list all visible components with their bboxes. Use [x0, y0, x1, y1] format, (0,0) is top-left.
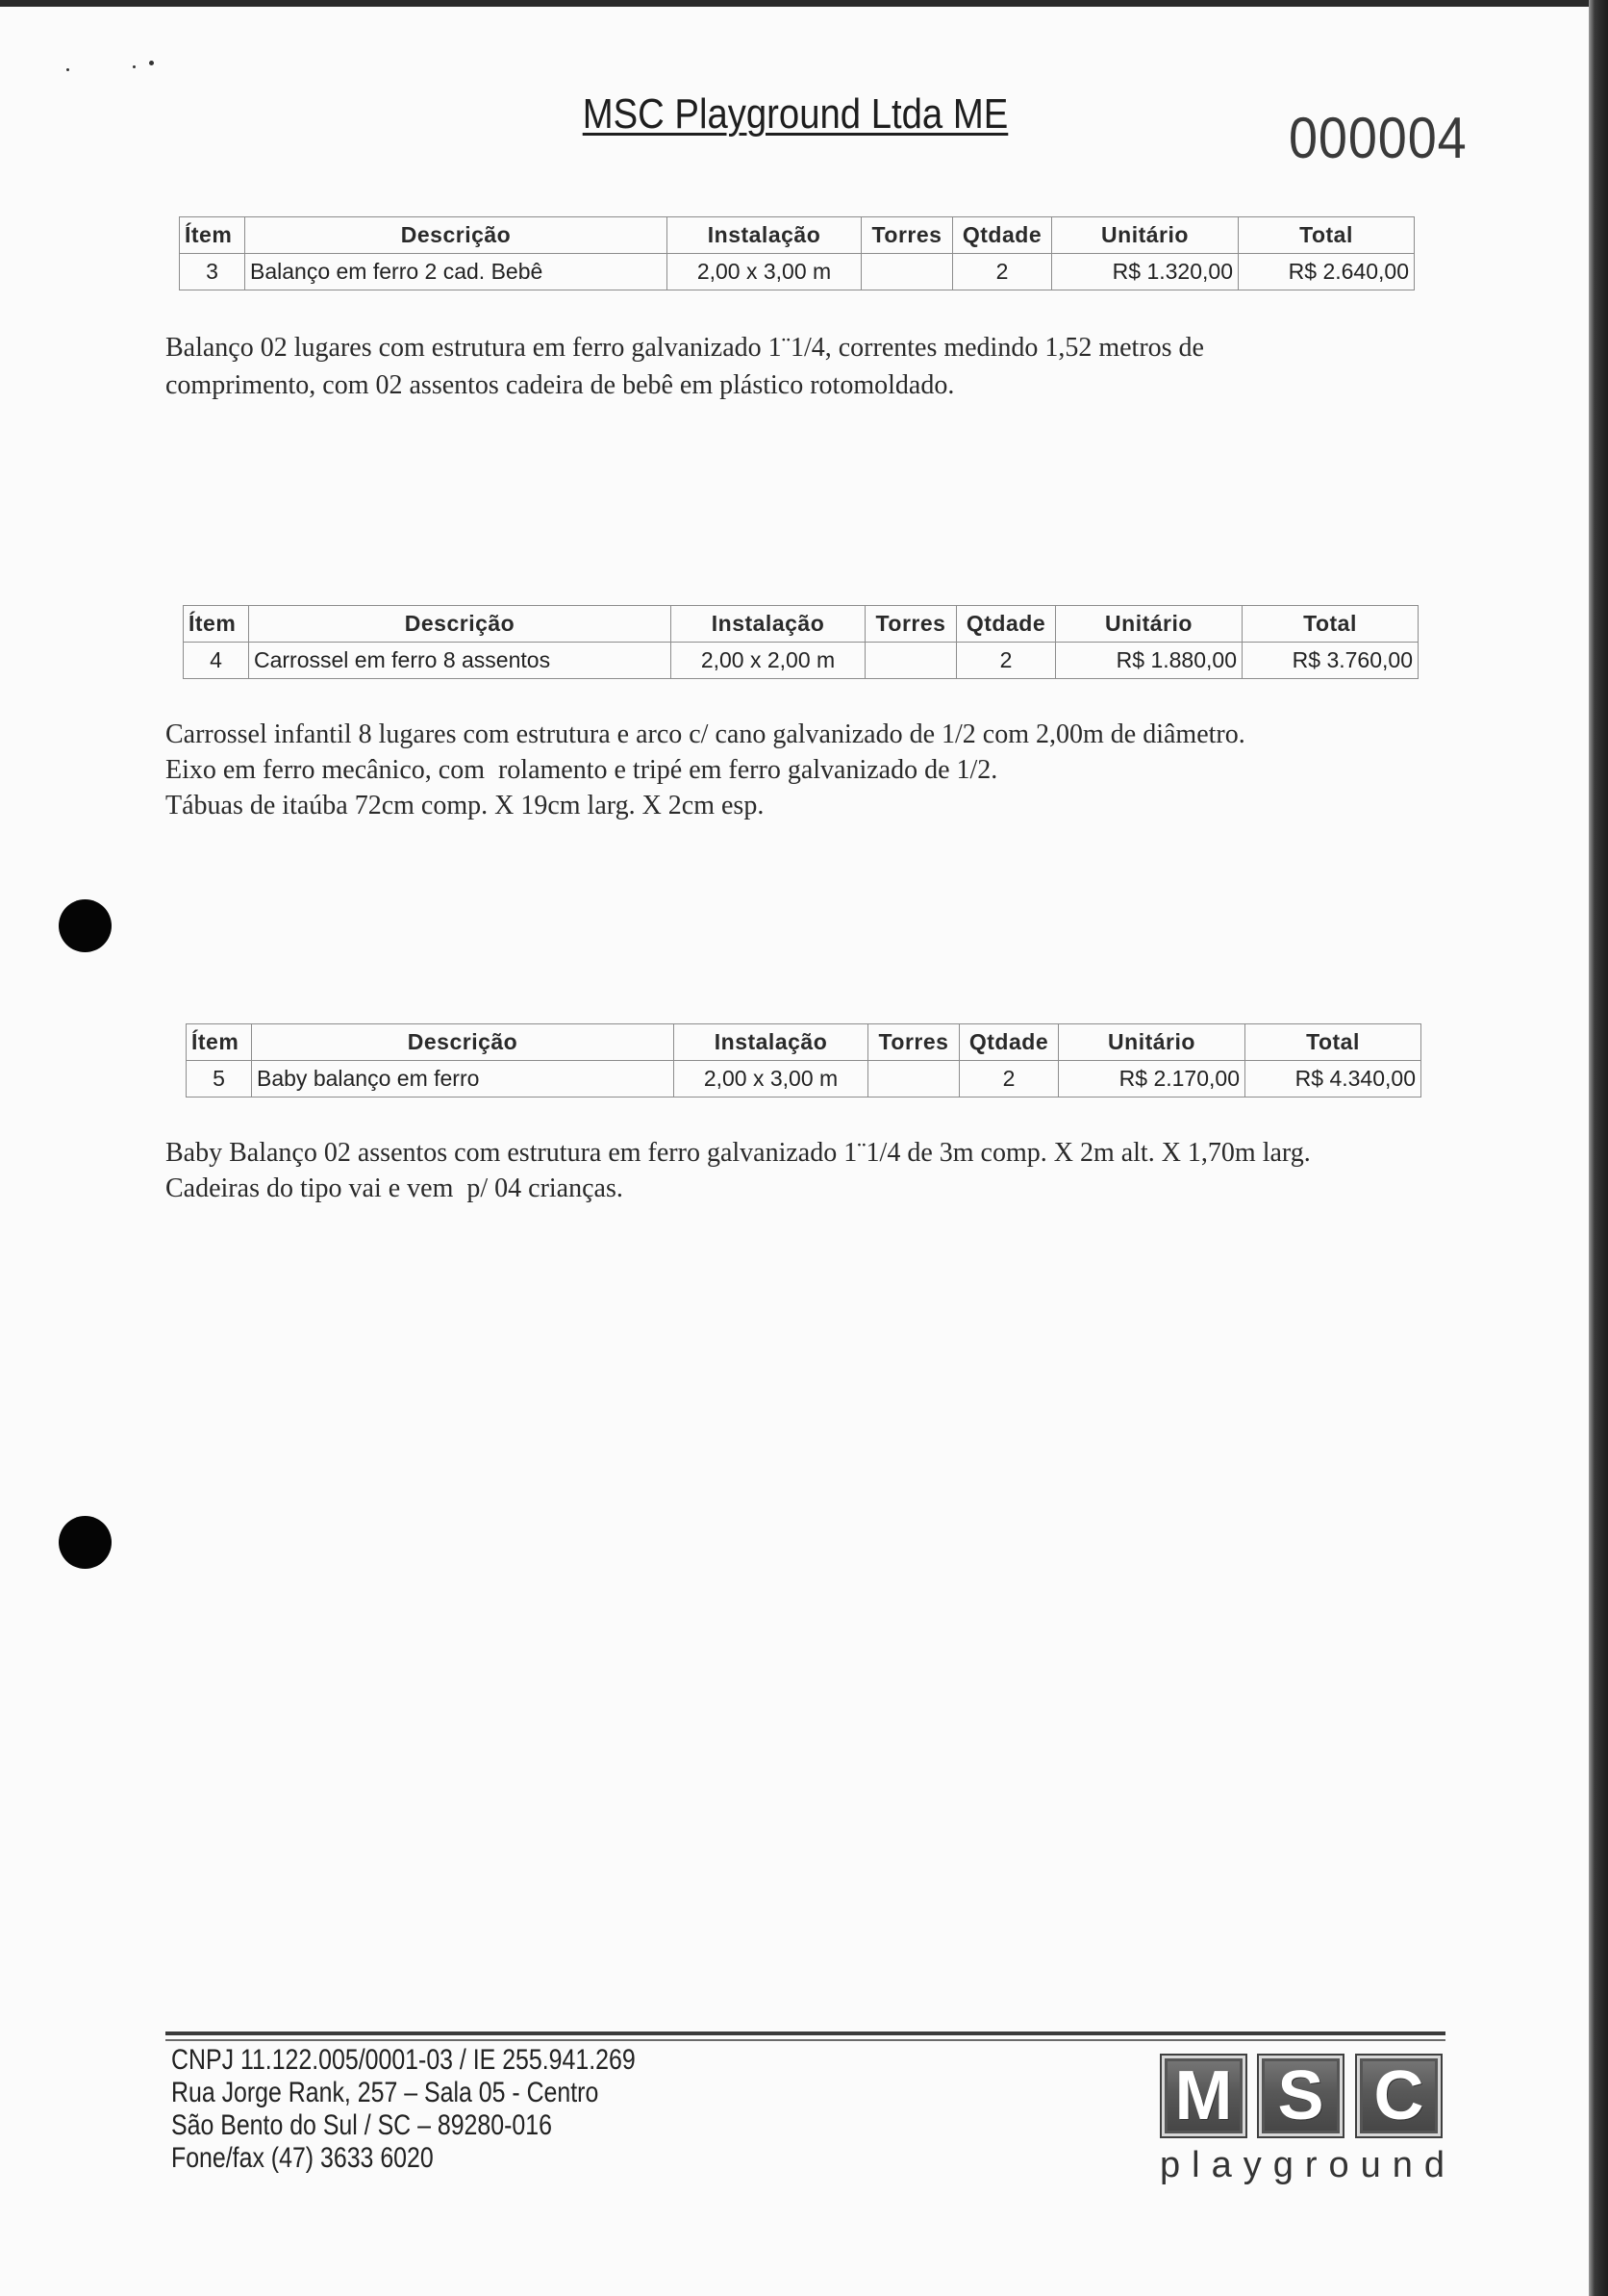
logo-tile-s: S — [1257, 2054, 1344, 2138]
header-torres: Torres — [866, 606, 957, 643]
scan-edge-top — [0, 0, 1608, 7]
cell-item: 5 — [187, 1061, 252, 1098]
item-table — [183, 605, 1419, 679]
cell-instalacao: 2,00 x 3,00 m — [667, 254, 862, 290]
scan-speck — [66, 68, 69, 71]
header-instalacao: Instalação — [674, 1024, 868, 1061]
logo-tile-c: C — [1355, 2054, 1443, 2138]
company-title: MSC Playground Ltda ME — [582, 90, 1009, 138]
cell-descricao: Baby balanço em ferro — [252, 1061, 674, 1098]
description-line: Eixo em ferro mecânico, com rolamento e tripé em ferro galvanizado de 1/2. — [165, 755, 998, 785]
logo-tagline: playground — [1160, 2145, 1457, 2185]
footer-cnpj: CNPJ 11.122.005/0001-03 / IE 255.941.269 — [171, 2044, 636, 2076]
cell-qtdade: 2 — [953, 254, 1052, 290]
cell-descricao: Balanço em ferro 2 cad. Bebê — [245, 254, 667, 290]
header-qtdade: Qtdade — [957, 606, 1056, 643]
header-instalacao: Instalação — [667, 217, 862, 254]
description-line: Carrossel infantil 8 lugares com estrutura e arco c/ cano galvanizado de 1/2 com 2,00m de diâmetro. — [165, 719, 1245, 749]
cell-total: R$ 2.640,00 — [1239, 254, 1415, 290]
header-total: Total — [1245, 1024, 1421, 1061]
cell-torres — [866, 643, 957, 679]
header-total: Total — [1243, 606, 1419, 643]
document-number-stamp: 000004 — [1289, 106, 1468, 170]
cell-descricao: Carrossel em ferro 8 assentos — [249, 643, 671, 679]
header-item: Ítem — [187, 1024, 252, 1061]
description-line: comprimento, com 02 assentos cadeira de bebê em plástico rotomoldado. — [165, 370, 955, 400]
punch-hole — [59, 899, 112, 952]
item-description — [165, 1135, 1311, 1206]
header-descricao: Descrição — [249, 606, 671, 643]
footer-address: Rua Jorge Rank, 257 – Sala 05 - Centro — [171, 2077, 599, 2108]
cell-unitario: R$ 1.320,00 — [1052, 254, 1239, 290]
cell-unitario: R$ 1.880,00 — [1056, 643, 1243, 679]
table-row — [184, 643, 1419, 679]
cell-qtdade: 2 — [960, 1061, 1059, 1098]
cell-torres — [868, 1061, 960, 1098]
cell-torres — [862, 254, 953, 290]
punch-hole — [59, 1516, 112, 1569]
item-description — [165, 717, 1245, 823]
footer-divider — [165, 2031, 1445, 2035]
description-line: Tábuas de itaúba 72cm comp. X 19cm larg. X 2cm esp. — [165, 791, 765, 820]
cell-qtdade: 2 — [957, 643, 1056, 679]
header-unitario: Unitário — [1059, 1024, 1245, 1061]
header-total: Total — [1239, 217, 1415, 254]
description-line: Cadeiras do tipo vai e vem p/ 04 crianças. — [165, 1173, 623, 1203]
cell-item: 4 — [184, 643, 249, 679]
table-row — [187, 1061, 1421, 1098]
cell-item: 3 — [180, 254, 245, 290]
scan-speck — [133, 65, 136, 68]
header-item: Ítem — [180, 217, 245, 254]
header-unitario: Unitário — [1052, 217, 1239, 254]
company-contact-block — [171, 2044, 636, 2175]
header-descricao: Descrição — [245, 217, 667, 254]
cell-total: R$ 4.340,00 — [1245, 1061, 1421, 1098]
header-qtdade: Qtdade — [953, 217, 1052, 254]
item-table — [186, 1023, 1421, 1098]
item-table — [179, 216, 1415, 290]
header-qtdade: Qtdade — [960, 1024, 1059, 1061]
footer-divider-thin — [165, 2039, 1445, 2041]
header-item: Ítem — [184, 606, 249, 643]
header-descricao: Descrição — [252, 1024, 674, 1061]
description-line: Balanço 02 lugares com estrutura em ferro galvanizado 1¨1/4, correntes medindo 1,52 metros de — [165, 333, 1204, 363]
table-header-row — [187, 1024, 1421, 1061]
cell-unitario: R$ 2.170,00 — [1059, 1061, 1245, 1098]
cell-instalacao: 2,00 x 2,00 m — [671, 643, 866, 679]
item-description — [165, 329, 1204, 404]
cell-instalacao: 2,00 x 3,00 m — [674, 1061, 868, 1098]
description-line: Baby Balanço 02 assentos com estrutura em ferro galvanizado 1¨1/4 de 3m comp. X 2m alt. X 1,70m larg. — [165, 1138, 1311, 1168]
logo-tile-m: M — [1160, 2054, 1247, 2138]
scan-speck — [149, 61, 154, 65]
header-unitario: Unitário — [1056, 606, 1243, 643]
table-header-row — [180, 217, 1415, 254]
footer-phone: Fone/fax (47) 3633 6020 — [171, 2142, 434, 2174]
footer-city: São Bento do Sul / SC – 89280-016 — [171, 2109, 552, 2141]
header-instalacao: Instalação — [671, 606, 866, 643]
header-torres: Torres — [862, 217, 953, 254]
header-torres: Torres — [868, 1024, 960, 1061]
table-row — [180, 254, 1415, 290]
table-header-row — [184, 606, 1419, 643]
scan-edge-right — [1589, 0, 1608, 2296]
cell-total: R$ 3.760,00 — [1243, 643, 1419, 679]
